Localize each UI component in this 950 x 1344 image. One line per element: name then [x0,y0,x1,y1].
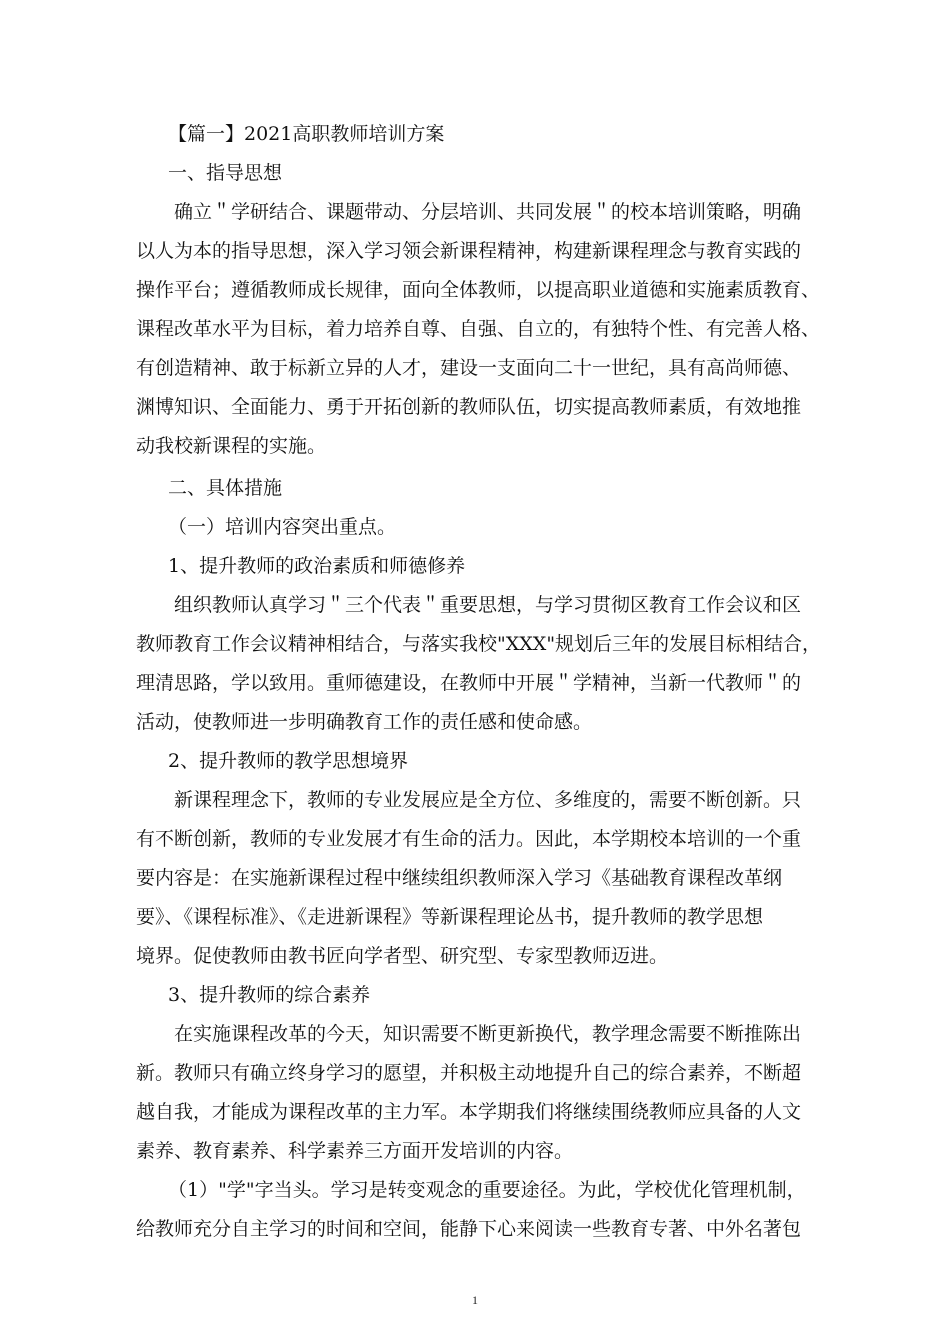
item-heading-1: 1、提升教师的政治素质和师德修养 [168,555,466,577]
item-heading-3: 3、提升教师的综合素养 [168,984,371,1006]
paragraph-politics [136,589,822,738]
page-number: 1 [472,1293,478,1307]
paragraph-line: 确立＂学研结合、课题带动、分层培训、共同发展＂的校本培训策略，明确 [174,201,802,223]
paragraph-line: 教师教育工作会议精神相结合，与落实我校"XXX"规划后三年的发展目标相结合， [136,633,822,655]
document-body [136,118,822,1245]
paragraph-line: 新课程理念下，教师的专业发展应是全方位、多维度的，需要不断创新。只 [174,789,802,811]
paragraph-line: 越自我，才能成为课程改革的主力军。本学期我们将继续围绕教师应具备的人文 [136,1101,802,1123]
paragraph-line: 在实施课程改革的今天，知识需要不断更新换代，教学理念需要不断推陈出 [174,1023,802,1045]
paragraph-line: （1）"学"字当头。学习是转变观念的重要途径。为此，学校优化管理机制， [168,1179,806,1201]
document-title: 【篇一】2021高职教师培训方案 [168,123,445,145]
paragraph-line: 以人为本的指导思想，深入学习领会新课程精神，构建新课程理念与教育实践的 [136,240,802,262]
paragraph-line: 素养、教育素养、科学素养三方面开发培训的内容。 [136,1140,574,1162]
paragraph-line: 课程改革水平为目标，着力培养自尊、自强、自立的，有独特个性、有完善人格、 [136,318,821,340]
paragraph-line: 有创造精神、敢于标新立异的人才，建设一支面向二十一世纪，具有高尚师德、 [136,357,802,379]
paragraph-line: 理清思路，学以致用。重师德建设，在教师中开展＂学精神，当新一代教师＂的 [136,672,802,694]
paragraph-guiding-thought [136,196,822,462]
paragraph-line: 新。教师只有确立终身学习的愿望，并积极主动地提升自己的综合素养，不断超 [136,1062,802,1084]
paragraph-line: 操作平台；遵循教师成长规律，面向全体教师，以提高职业道德和实施素质教育、 [136,279,821,301]
paragraph-line: 组织教师认真学习＂三个代表＂重要思想，与学习贯彻区教育工作会议和区 [174,594,802,616]
paragraph-teaching-thought [136,784,822,972]
paragraph-line: 活动，使教师进一步明确教育工作的责任感和使命感。 [136,711,593,733]
paragraph-line: 要内容是：在实施新课程过程中继续组织教师深入学习《基础教育课程改革纲 [136,867,783,889]
subsection-heading: （一）培训内容突出重点。 [168,516,397,538]
item-heading-2: 2、提升教师的教学思想境界 [168,750,409,772]
paragraph-line: 有不断创新，教师的专业发展才有生命的活力。因此，本学期校本培训的一个重 [136,828,802,850]
paragraph-line: 动我校新课程的实施。 [136,435,327,457]
paragraph-line: 要》、《课程标准》、《走进新课程》等新课程理论丛书，提升教师的教学思想 [136,906,764,928]
paragraph-study [136,1174,822,1245]
paragraph-line: 境界。促使教师由教书匠向学者型、研究型、专家型教师迈进。 [136,945,669,967]
paragraph-line: 渊博知识、全面能力、勇于开拓创新的教师队伍，切实提高教师素质，有效地推 [136,396,802,418]
section-heading-1: 一、指导思想 [168,162,283,184]
section-heading-2: 二、具体措施 [168,477,283,499]
paragraph-literacy [136,1018,822,1167]
paragraph-line: 给教师充分自主学习的时间和空间，能静下心来阅读一些教育专著、中外名著包 [136,1218,802,1240]
